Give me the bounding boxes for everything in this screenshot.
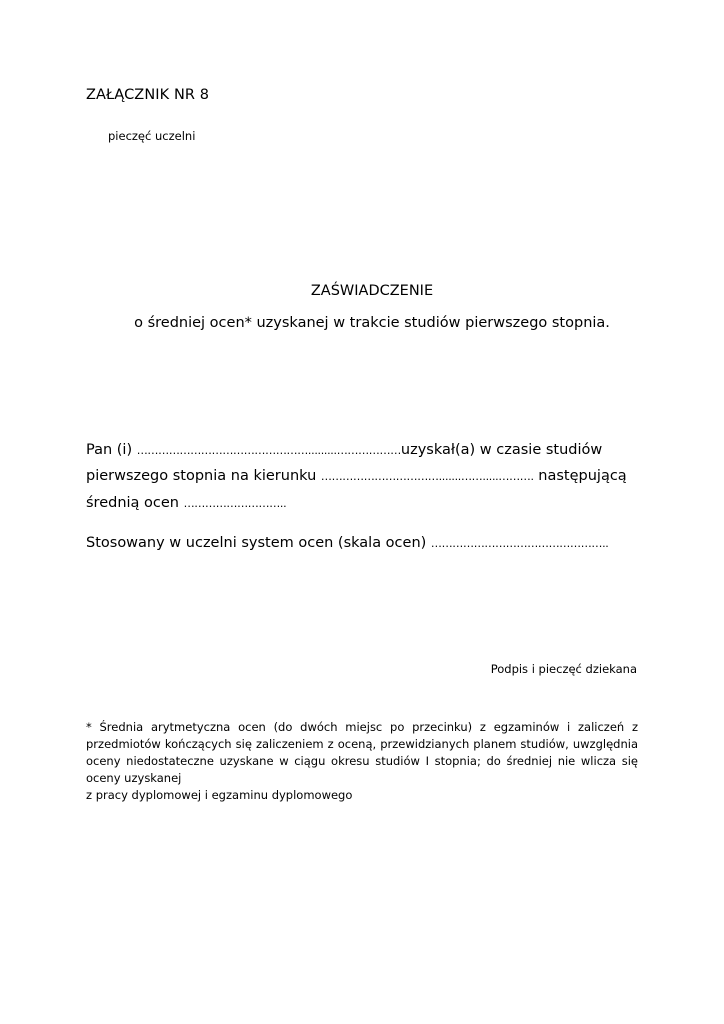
form-line-average <box>86 495 286 511</box>
document-subtitle: o średniej ocen* uzyskanej w trakcie studiów pierwszego stopnia. <box>134 315 610 331</box>
footnote <box>86 719 638 804</box>
footnote-text: * Średnia arytmetyczna ocen (do dwóch miejsc po przecinku) z egzaminów i zaliczeń z przedmiotów kończących się zaliczeniem z oceną, przewidzianych planem studiów, uwzględnia oceny niedostateczne uzyskane w ciągu okresu studiów I stopnia; do średniej nie wlicza się oceny uzyskanej <box>86 720 638 785</box>
name-fill-field: ………………………………………….........……………… <box>136 444 401 457</box>
form-line-field-of-study <box>86 468 627 484</box>
form-line-grading-scale <box>86 535 609 551</box>
name-label: Pan (i) <box>86 442 137 458</box>
annex-number: ZAŁĄCZNIK NR 8 <box>86 87 210 103</box>
field-of-study-label: pierwszego stopnia na kierunku <box>86 468 321 484</box>
average-fill-field: ……………………….. <box>183 497 287 510</box>
grading-scale-fill-field: ………………………………………….. <box>430 537 609 550</box>
university-seal-label: pieczęć uczelni <box>108 129 196 143</box>
average-label: średnią ocen <box>86 495 184 511</box>
footnote-last-line: z pracy dyplomowej i egzaminu dyplomowego <box>86 788 353 802</box>
dean-signature-label: Podpis i pieczęć dziekana <box>490 662 637 676</box>
field-of-study-fill-field: …………………………….......…….....………. <box>320 470 534 483</box>
document-title: ZAŚWIADCZENIE <box>310 283 434 299</box>
grading-scale-label: Stosowany w uczelni system ocen (skala ocen) <box>86 535 431 551</box>
form-line-name <box>86 442 602 458</box>
following-label: następującą <box>533 468 627 484</box>
obtained-label: uzyskał(a) w czasie studiów <box>400 442 603 458</box>
